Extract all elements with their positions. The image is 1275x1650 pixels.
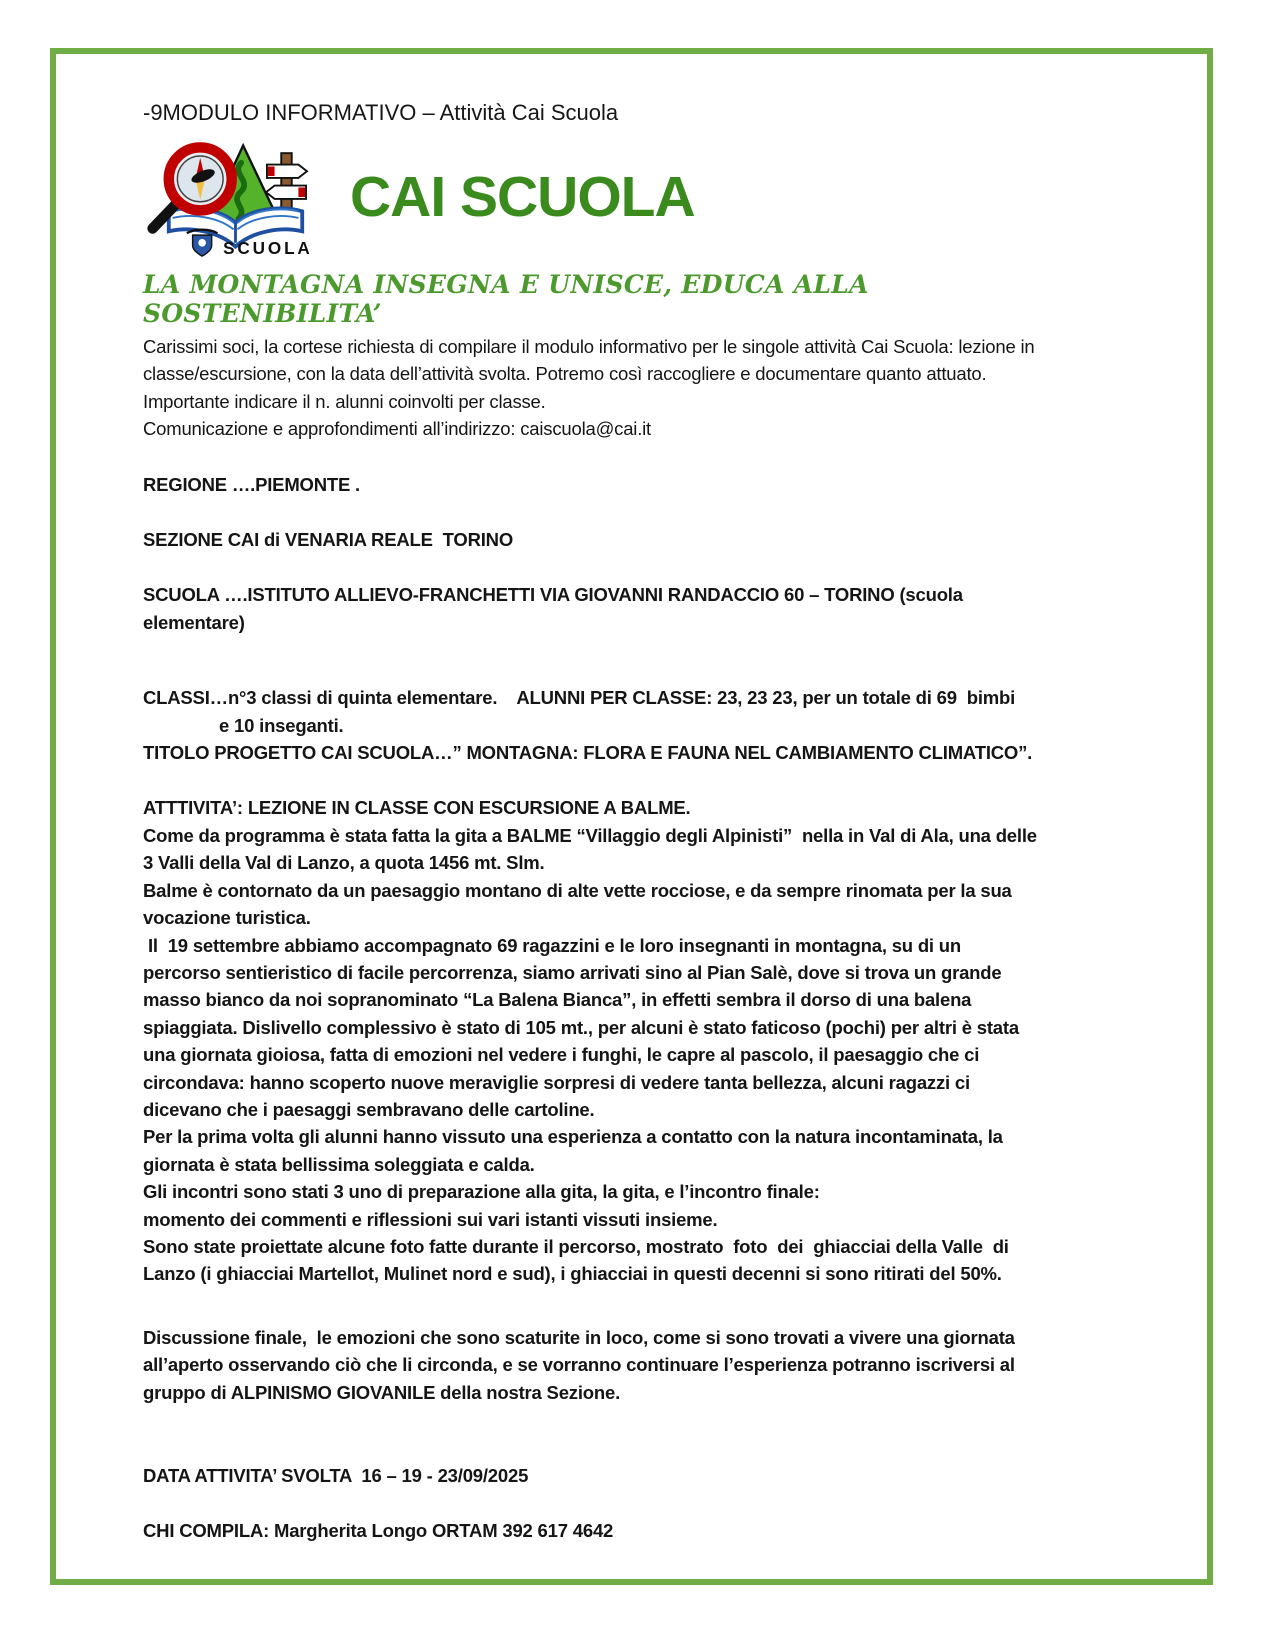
document-title: -9MODULO INFORMATIVO – Attività Cai Scuola xyxy=(143,100,619,125)
report-paragraph-6: momento dei commenti e riflessioni sui vari istanti vissuti insieme. xyxy=(143,1208,718,1230)
field-classi-continued: e 10 inseganti. xyxy=(219,714,344,736)
document-content xyxy=(56,54,1207,1545)
report-paragraph-8: Discussione finale, le emozioni che sono scaturite in loco, come si sono trovati a vivere una giornata all’aperto osservando ciò che li circonda, e se vorranno continuare l’esperienza potranno iscriversi al gruppo di ALPINISMO GIOVANILE della nostra Sezione. xyxy=(143,1326,1020,1403)
brand-header xyxy=(143,136,1039,258)
field-regione: REGIONE ….PIEMONTE . xyxy=(143,473,360,495)
logo-caption: SCUOLA xyxy=(223,238,313,258)
trail-sign-mark-2 xyxy=(298,187,305,197)
report-paragraph-5: Gli incontri sono stati 3 uno di preparazione alla gita, la gita, e l’incontro finale: xyxy=(143,1181,820,1203)
report-paragraph-1: Come da programma è stata fatta la gita a BALME “Villaggio degli Alpinisti” nella in Val di Ala, una delle 3 Valli della Val di Lanzo, a quota 1456 mt. Slm. xyxy=(143,824,1042,874)
contact-line: Comunicazione e approfondimenti all’indirizzo: caiscuola@cai.it xyxy=(143,418,651,440)
report-paragraph-7: Sono state proiettate alcune foto fatte durante il percorso, mostrato foto dei ghiacciai della Valle di Lanzo (i ghiacciai Martellot, Mulinet nord e sud), i ghiacciai in questi decenni si sono ritirati del 50%. xyxy=(143,1235,1014,1285)
brand-title: CAI SCUOLA xyxy=(350,164,695,229)
field-data-attivita: DATA ATTIVITA’ SVOLTA 16 – 19 - 23/09/2025 xyxy=(143,1465,529,1486)
tagline-heading: LA MONTAGNA INSEGNA E UNISCE, EDUCA ALLA SOSTENIBILITA’ xyxy=(143,270,878,328)
field-chi-compila: CHI COMPILA: Margherita Longo ORTAM 392 617 4642 xyxy=(143,1520,614,1542)
intro-paragraph: Carissimi soci, la cortese richiesta di compilare il modulo informativo per le singole attività Cai Scuola: lezione in classe/escursione, con la data dell’attività svolta. Potremo così raccogliere e documentare quanto attuato. Importante indicare il n. alunni coinvolti per classe. xyxy=(143,336,1040,412)
field-sezione: SEZIONE CAI di VENARIA REALE TORINO xyxy=(143,529,514,551)
trail-sign-mark xyxy=(268,167,275,177)
report-paragraph-3: Il 19 settembre abbiamo accompagnato 69 ragazzini e le loro insegnanti in montagna, su di un percorso sentieristico di facile percorrenza, siamo arrivati sino al Pian Salè, dove si trova un grande masso bianco da noi sopranominato “La Balena Bianca”, in effetti sembra il dorso di una balena spiaggiata. Dislivello complessivo è stato di 105 mt., per alcuni è stato faticoso (pochi) per altri è stata una giornata gioiosa, fatta di emozioni nel vedere i funghi, le capre al pascolo, il paesaggio che ci circondava: hanno scoperto nuove meraviglie sorpresi di vedere tanta bellezza, alcuni ragazzi ci dicevano che i paesaggi sembravano delle cartoline. xyxy=(143,934,1024,1120)
field-attivita: ATTTIVITA’: LEZIONE IN CLASSE CON ESCURSIONE A BALME. xyxy=(143,797,691,819)
report-paragraph-4: Per la prima volta gli alunni hanno vissuto una esperienza a contatto con la natura incontaminata, la giornata è stata bellissima soleggiata e calda. xyxy=(143,1126,1008,1175)
green-border-frame xyxy=(50,48,1213,1585)
cai-scuola-logo-icon xyxy=(143,136,328,258)
field-titolo-progetto: TITOLO PROGETTO CAI SCUOLA…” MONTAGNA: FLORA E FAUNA NEL CAMBIAMENTO CLIMATICO”. xyxy=(143,742,1033,764)
field-classi: CLASSI…n°3 classi di quinta elementare. ALUNNI PER CLASSE: 23, 23 23, per un totale di 69 bimbi xyxy=(143,687,1016,709)
report-paragraph-2: Balme è contornato da un paesaggio montano di alte vette rocciose, e da sempre rinomata per la sua vocazione turistica. xyxy=(143,879,1017,929)
field-scuola: SCUOLA ….ISTITUTO ALLIEVO-FRANCHETTI VIA GIOVANNI RANDACCIO 60 – TORINO (scuola elementare) xyxy=(143,584,968,633)
